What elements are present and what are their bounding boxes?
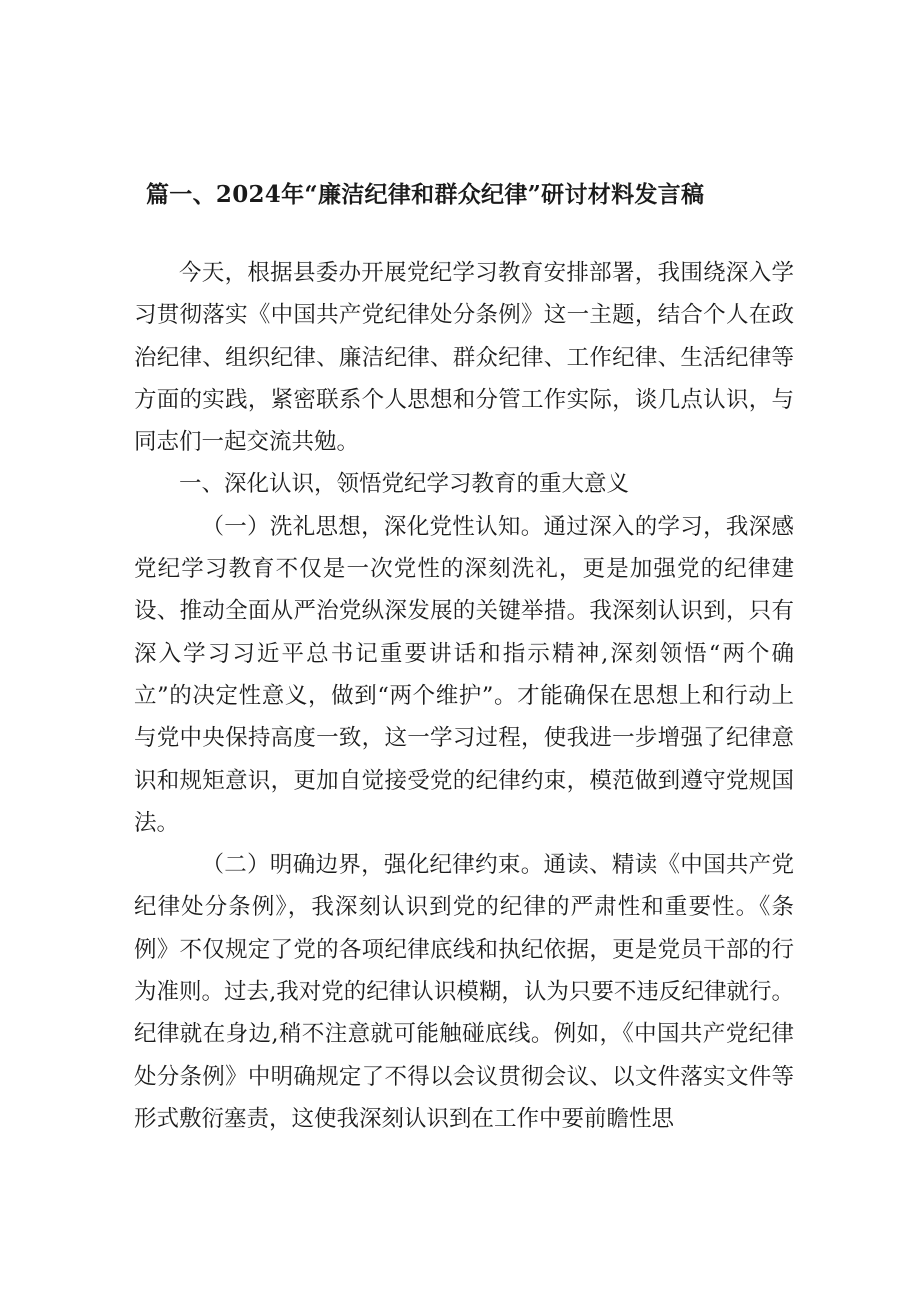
paragraph-subsection-1: （一）洗礼思想，深化党性认知。通过深入的学习，我深感党纪学习教育不仅是一次党性的深刻洗礼，更是加强党的纪律建设、推动全面从严治党纵深发展的关键举措。我深刻认识到，只有深入学习习近平总书记重要讲话和指示精神,深刻领悟“两个确立”的决定性意义，做到“两个维护”。才能确保在思想上和行动上与党中央保持高度一致，这一学习过程，使我进一步增强了纪律意识和规矩意识，更加自觉接受党的纪律约束，模范做到遵守党规国法。 — [134, 513, 794, 836]
paragraph-subsection-2: （二）明确边界，强化纪律约束。通读、精读《中国共产党纪律处分条例》，我深刻认识到党的纪律的严肃性和重要性。《条例》不仅规定了党的各项纪律底线和执纪依据，更是党员干部的行为准则。过去,我对党的纪律认识模糊，认为只要不违反纪律就行。纪律就在身边,稍不注意就可能触碰底线。例如，《中国共产党纪律处分条例》中明确规定了不得以会议贯彻会议、以文件落实文件等形式敷衍塞责，这使我深刻认识到在工作中要前瞻性思 — [134, 852, 794, 1132]
document-title: 篇一、2024年“廉洁纪律和群众纪律”研讨材料发言稿 — [146, 181, 705, 208]
section-heading-1: 一、深化认识，领悟党纪学习教育的重大意义 — [179, 471, 630, 498]
paragraph-intro: 今天，根据县委办开展党纪学习教育安排部署，我围绕深入学习贯彻落实《中国共产党纪律处分条例》这一主题，结合个人在政治纪律、组织纪律、廉洁纪律、群众纪律、工作纪律、生活纪律等方面的实践，紧密联系个人思想和分管工作实际，谈几点认识，与同志们一起交流共勉。 — [134, 260, 794, 456]
document-body — [134, 252, 794, 1140]
